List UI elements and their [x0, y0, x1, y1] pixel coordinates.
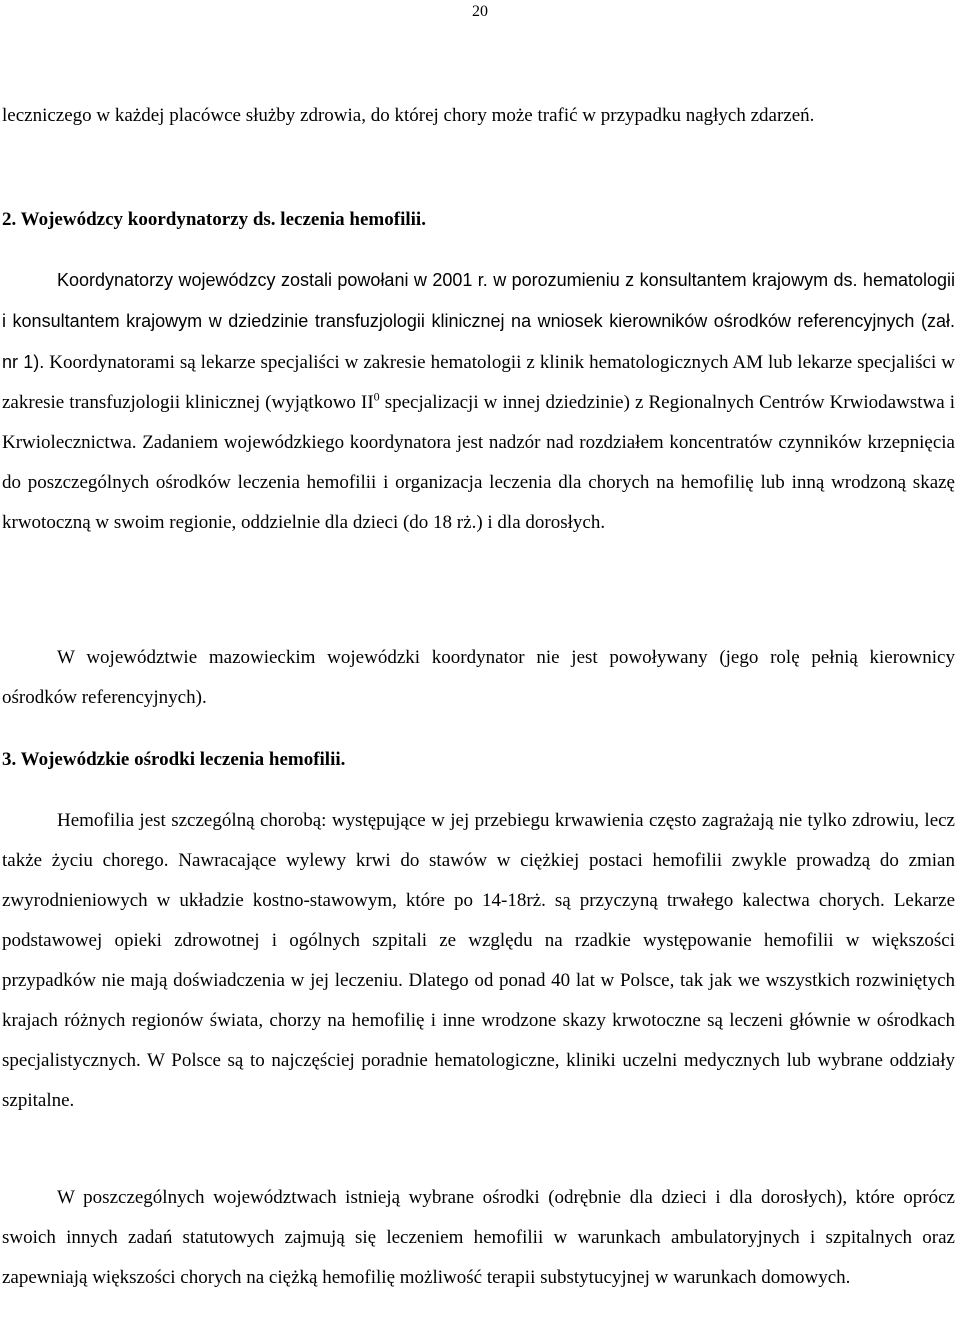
- superscript-zero: 0: [373, 389, 380, 404]
- section-2-paragraph-1: [2, 260, 955, 543]
- section-2-heading-block: [2, 200, 955, 240]
- section-3-paragraph-1-text: Hemofilia jest szczególną chorobą: występujące w jej przebiegu krwawienia często zagrażają nie tylko zdrowiu, lecz także życiu chorego. Nawracające wylewy krwi do stawów w ciężkiej postaci hemofilii zwykle prowadzą do zmian zwyrodnieniowych w układzie kostno-stawowym, które po 14-18rż. są przyczyną trwałego kalectwa chorych. Lekarze podstawowej opieki zdrowotnej i ogólnych szpitali ze względu na rzadkie występowanie hemofilii w większości przypadków nie mają doświadczenia w jej leczeniu. Dlatego od ponad 40 lat w Polsce, tak jak we wszystkich rozwiniętych krajach różnych regionów świata, chorzy na hemofilię i inne wrodzone skazy krwotoczne są leczeni głównie w ośrodkach specjalistycznych. W Polsce są to najczęściej poradnie hematologiczne, kliniki uczelni medycznych lub wybrane oddziały szpitalne.: [2, 810, 955, 1111]
- paragraph-segment: Koordynatorami są lekarze specjaliści w zakresie hematologii z klinik hematologicznych AM lub lekarze specjaliści w zakresie transfuzjologii klinicznej (wyjątkowo II: [2, 352, 955, 413]
- page-number: 20: [472, 3, 488, 20]
- section-3-paragraph-1: [2, 801, 955, 1121]
- section-3-heading: 3. Wojewódzkie ośrodki leczenia hemofilii.: [2, 749, 346, 770]
- section-3-paragraph-2: [2, 1178, 955, 1298]
- section-2-heading: 2. Wojewódzcy koordynatorzy ds. leczenia hemofilii.: [2, 209, 426, 230]
- paragraph-continuation: [2, 96, 955, 136]
- section-2-paragraph-2: [2, 638, 955, 718]
- paragraph-sans-segment: Koordynatorzy wojewódzcy zostali powołani w 2001 r. w porozumieniu z konsultantem krajowym ds. hematologii i konsultantem krajowym w dziedzinie transfuzjologii klinicznej na wniosek kierowników ośrodków referencyjnych (zał. nr 1).: [2, 270, 955, 372]
- paragraph-segment: Zadaniem wojewódzkiego koordynatora jest nadzór nad rozdziałem koncentratów czynników krzepnięcia do poszczególnych ośrodków leczenia hemofilii i organizacja leczenia dla chorych na hemofilię lub inną wrodzoną skazę krwotoczną w swoim regionie, oddzielnie dla dzieci (do 18 rż.) i dla dorosłych.: [2, 432, 955, 533]
- section-3-heading-block: [2, 740, 955, 780]
- section-2-paragraph-2-text: W województwie mazowieckim wojewódzki koordynator nie jest powoływany (jego rolę pełnią kierownicy ośrodków referencyjnych).: [2, 647, 955, 708]
- paragraph-segment: specjalizacji w innej dziedzinie) z Regionalnych Centrów Krwiodawstwa i Krwiolecznictwa.: [2, 392, 955, 453]
- paragraph-text: leczniczego w każdej placówce służby zdrowia, do której chory może trafić w przypadku nagłych zdarzeń.: [2, 105, 815, 126]
- section-2-paragraph-1-text: [2, 260, 955, 543]
- section-3-paragraph-2-text: W poszczególnych województwach istnieją wybrane ośrodki (odrębnie dla dzieci i dla dorosłych), które oprócz swoich innych zadań statutowych zajmują się leczeniem hemofilii w warunkach ambulatoryjnych i szpitalnych oraz zapewniają większości chorych na ciężką hemofilię możliwość terapii substytucyjnej w warunkach domowych.: [2, 1187, 955, 1288]
